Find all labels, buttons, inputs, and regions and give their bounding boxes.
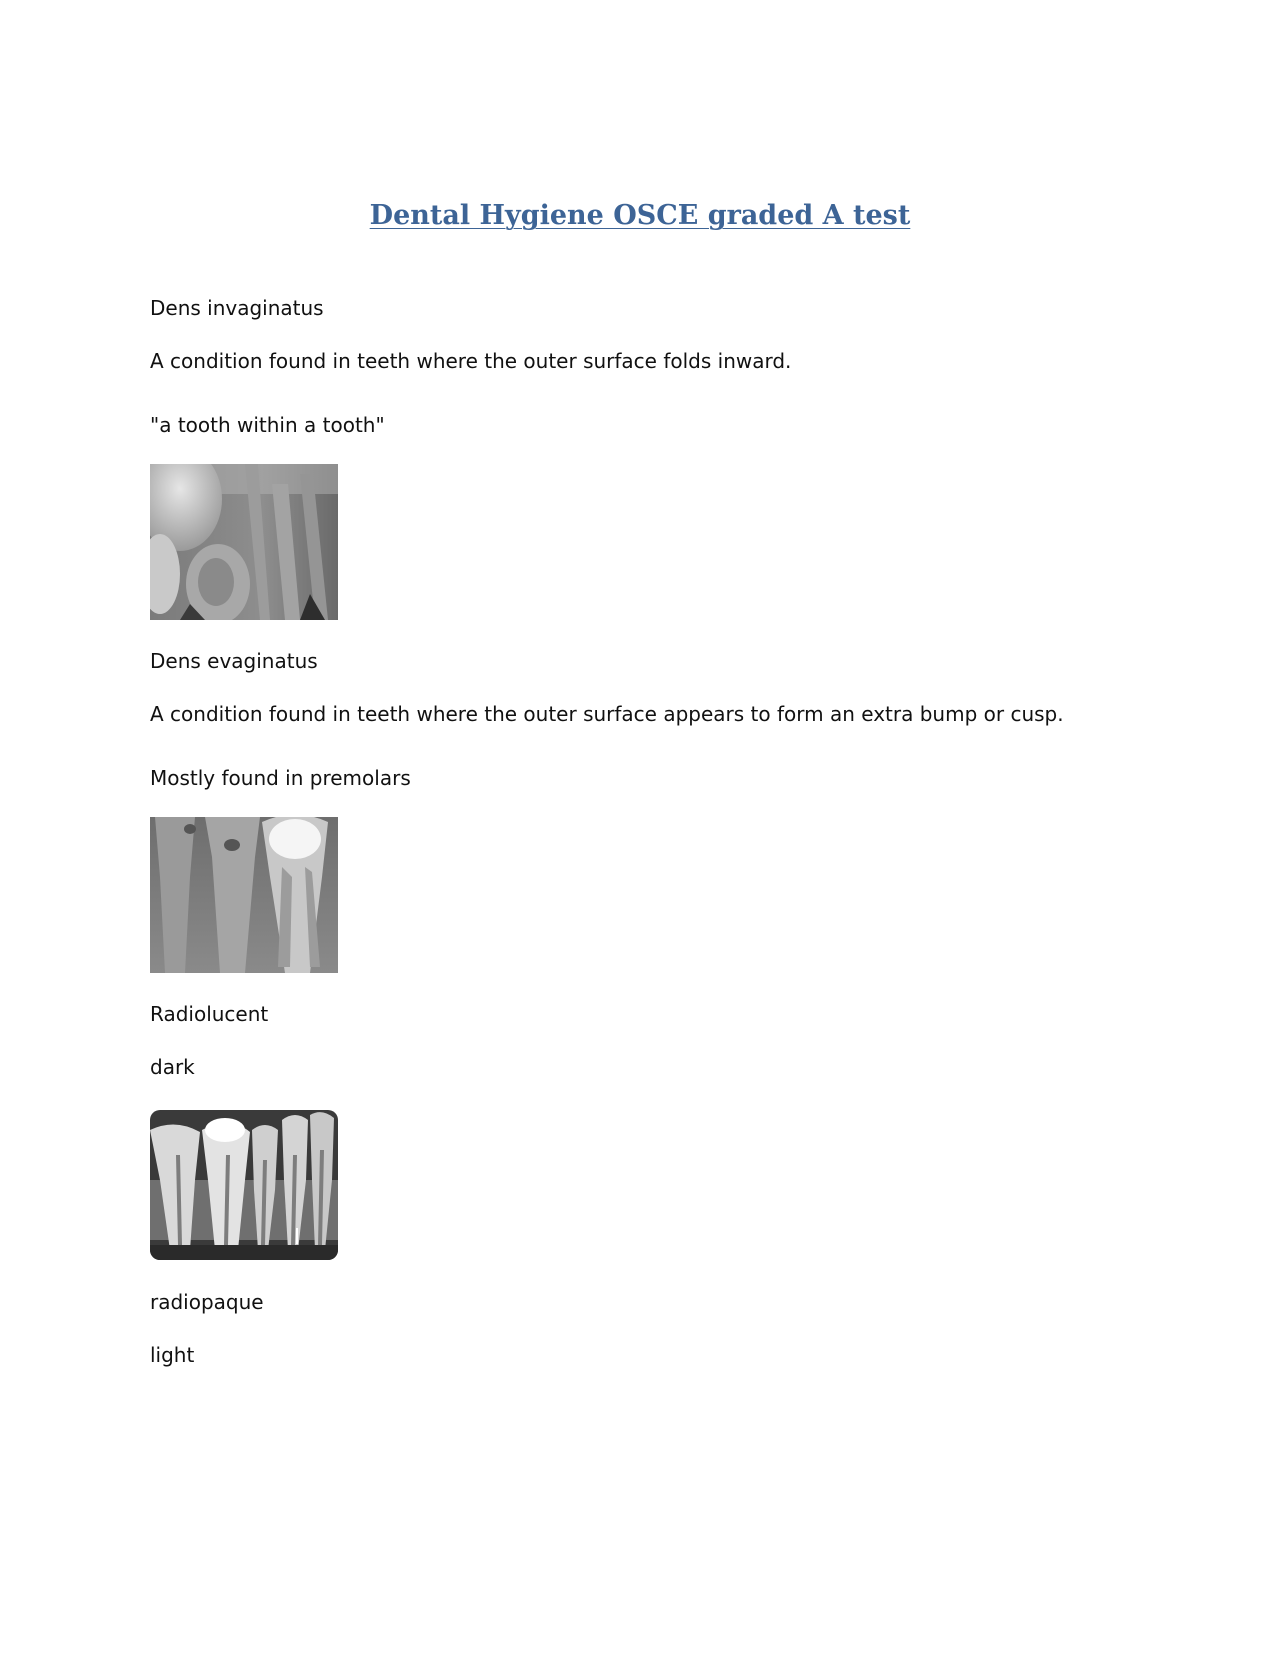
note-dens-evaginatus: Mostly found in premolars [150,766,411,790]
note-dens-invaginatus: "a tooth within a tooth" [150,413,385,437]
term-dens-evaginatus: Dens evaginatus [150,649,318,673]
definition-dens-evaginatus: A condition found in teeth where the outer surface appears to form an extra bump or cusp. [150,702,1064,726]
term-dens-invaginatus: Dens invaginatus [150,296,324,320]
definition-radiopaque: light [150,1343,195,1367]
radiograph-image-invaginatus [150,464,338,620]
definition-dens-invaginatus: A condition found in teeth where the outer surface folds inward. [150,349,792,373]
radiograph-image-bitewing [150,1110,338,1260]
document-title: Dental Hygiene OSCE graded A test [369,200,911,231]
radiograph-image-evaginatus [150,817,338,973]
term-radiolucent: Radiolucent [150,1002,269,1026]
term-radiopaque: radiopaque [150,1290,264,1314]
definition-radiolucent: dark [150,1055,195,1079]
